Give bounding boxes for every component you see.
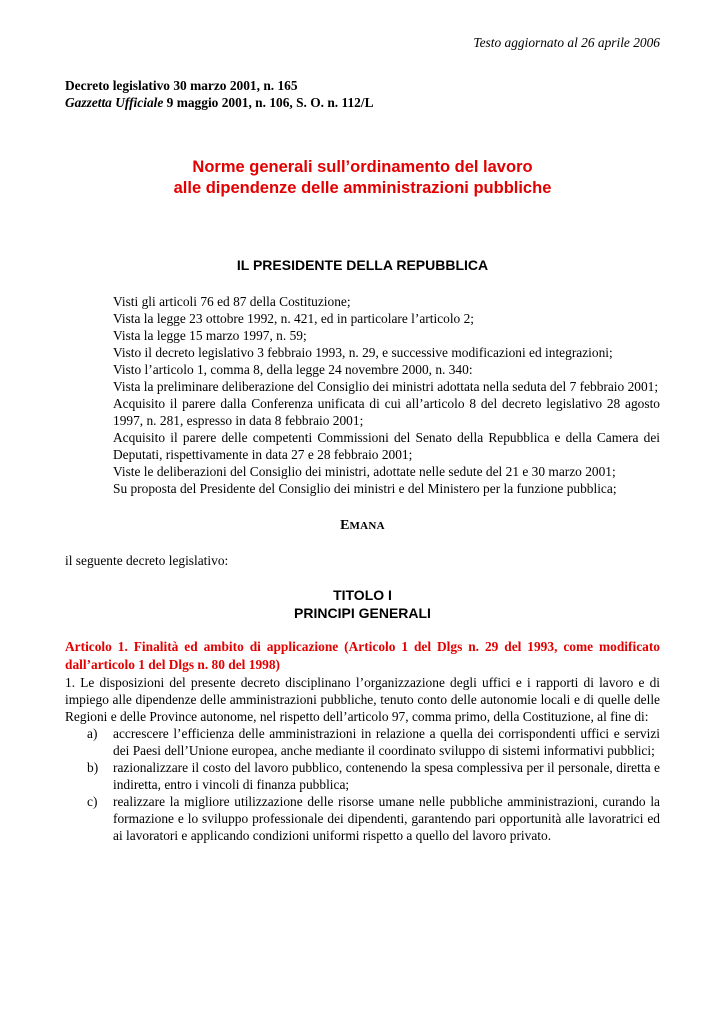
titolo-line-2: PRINCIPI GENERALI bbox=[294, 605, 431, 621]
decree-title: Decreto legislativo 30 marzo 2001, n. 165 bbox=[65, 78, 298, 93]
gazette-details: 9 maggio 2001, n. 106, S. O. n. 112/L bbox=[163, 95, 374, 110]
article-1-paragraph-1: 1. Le disposizioni del presente decreto disciplinano l’organizzazione degli uffici e i rapporti di lavoro e di impiego alle dipendenze delle amministrazioni pubbliche, tenuto conto delle autonomie locali e di quelle delle Regioni e delle Province autonome, nel rispetto dell’articolo 97, comma primo, della Costituzione, al fine di: bbox=[65, 675, 660, 724]
document-title-line-2: alle dipendenze delle amministrazioni pubbliche bbox=[173, 179, 552, 197]
preamble bbox=[113, 293, 660, 497]
update-note: Testo aggiornato al 26 aprile 2006 bbox=[473, 35, 660, 50]
decree-header bbox=[65, 77, 660, 111]
decree-intro: il seguente decreto legislativo: bbox=[65, 553, 229, 568]
gazette-line bbox=[65, 94, 660, 111]
list-item-a bbox=[65, 725, 660, 759]
preamble-line: Vista la legge 23 ottobre 1992, n. 421, ed in particolare l’articolo 2; bbox=[113, 311, 475, 326]
emana-initial: E bbox=[340, 518, 350, 533]
preamble-line: Visti gli articoli 76 ed 87 della Costituzione; bbox=[113, 294, 351, 309]
preamble-line: Su proposta del Presidente del Consiglio dei ministri e del Ministero per la funzione pubblica; bbox=[113, 481, 617, 496]
item-label: a) bbox=[87, 726, 98, 741]
item-text: realizzare la migliore utilizzazione delle risorse umane nelle pubbliche amministrazioni, curando la formazione e lo sviluppo professionale dei dipendenti, garantendo pari opportunità alle lavoratrici ed ai lavoratori e applicando condizioni uniformi rispetto a quello del lavoro privato. bbox=[113, 794, 660, 843]
document-title bbox=[65, 157, 660, 199]
preamble-line: Vista la legge 15 marzo 1997, n. 59; bbox=[113, 328, 307, 343]
preamble-line: Acquisito il parere delle competenti Commissioni del Senato della Repubblica e della Camera dei Deputati, rispettivamente in data 27 e 28 febbraio 2001; bbox=[113, 430, 660, 462]
preamble-line: Visto l’articolo 1, comma 8, della legge 24 novembre 2000, n. 340: bbox=[113, 362, 473, 377]
list-item-b bbox=[65, 759, 660, 793]
article-1-heading: Articolo 1. Finalità ed ambito di applicazione (Articolo 1 del Dlgs n. 29 del 1993, come modificato dall’articolo 1 del Dlgs n. 80 del 1998) bbox=[65, 639, 660, 672]
item-text: accrescere l’efficienza delle amministrazioni in relazione a quella dei corrispondenti uffici e servizi dei Paesi dell’Unione europea, anche mediante il coordinato sviluppo di sistemi informativi pubblici; bbox=[113, 726, 660, 758]
emana-rest: MANA bbox=[349, 520, 385, 532]
gazette-name: Gazzetta Ufficiale bbox=[65, 95, 164, 110]
preamble-line: Acquisito il parere dalla Conferenza unificata di cui all’articolo 8 del decreto legislativo 28 agosto 1997, n. 281, espresso in data 8 febbraio 2001; bbox=[113, 396, 660, 428]
item-label: b) bbox=[87, 760, 99, 775]
item-label: c) bbox=[87, 794, 98, 809]
president-heading: IL PRESIDENTE DELLA REPUBBLICA bbox=[236, 257, 489, 273]
titolo-heading bbox=[65, 586, 660, 622]
list-item-c bbox=[65, 793, 660, 844]
titolo-line-1: TITOLO I bbox=[333, 587, 392, 603]
document-title-line-1: Norme generali sull’ordinamento del lavoro bbox=[192, 158, 533, 176]
preamble-line: Visto il decreto legislativo 3 febbraio 1993, n. 29, e successive modificazioni ed integrazioni; bbox=[113, 345, 613, 360]
item-text: razionalizzare il costo del lavoro pubblico, contenendo la spesa complessiva per il personale, diretta e indiretta, entro i vincoli di finanza pubblica; bbox=[113, 760, 660, 792]
preamble-line: Vista la preliminare deliberazione del Consiglio dei ministri adottata nella seduta del 7 febbraio 2001; bbox=[113, 379, 659, 394]
preamble-line: Viste le deliberazioni del Consiglio dei ministri, adottate nelle sedute del 21 e 30 marzo 2001; bbox=[113, 464, 616, 479]
emana-heading bbox=[65, 516, 660, 535]
article-1-list bbox=[65, 725, 660, 844]
